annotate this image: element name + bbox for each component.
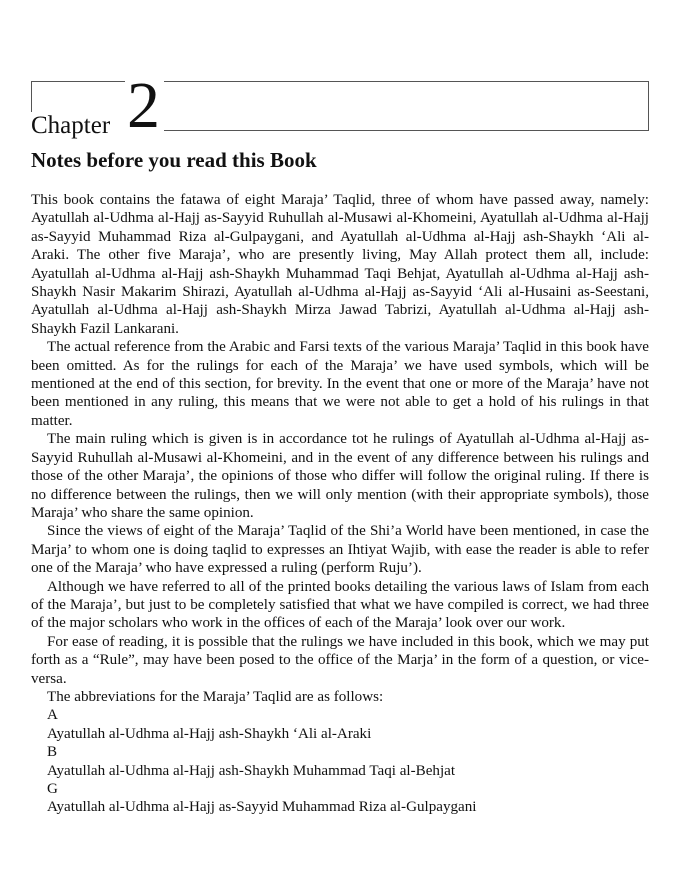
chapter-number: 2 <box>125 68 164 144</box>
paragraph: For ease of reading, it is possible that the rulings we have included in this book, which we may put forth as a “Rule”, may have been posed to the office of the Marja’ in the form of a question, or vice-versa. <box>31 633 649 687</box>
body-text <box>31 191 649 817</box>
chapter-heading-frame <box>31 81 649 131</box>
paragraph: Although we have referred to all of the printed books detailing the various laws of Islam from each of the Maraja’, but just to be completely satisfied that what we have compiled is correct, we had three of the major scholars who work in the offices of each of the Maraja’ look over our work. <box>31 578 649 632</box>
frame-bottom-line <box>151 130 649 131</box>
page-title: Notes before you read this Book <box>31 148 317 172</box>
paragraph: This book contains the fatawa of eight Maraja’ Taqlid, three of whom have passed away, namely: Ayatullah al-Udhma al-Hajj as-Sayyid Ruhullah al-Musawi al-Khomeini, Ayatullah al-Udhma al-Hajj as-Sayyid Muhammad Riza al-Gulpaygani, and Ayatullah al-Udhma al-Hajj ash-Shaykh ‘Ali al-Araki. The other five Maraja’, who are presently living, May Allah protect them all, include: Ayatullah al-Udhma al-Hajj ash-Shaykh Muhammad Taqi Behjat, Ayatullah al-Udhma al-Hajj ash-Shaykh Nasir Makarim Shirazi, Ayatullah al-Udhma al-Hajj as-Sayyid ‘Ali al-Husaini as-Seestani, Ayatullah al-Udhma al-Hajj ash-Shaykh Mirza Jawad Tabrizi, Ayatullah al-Udhma al-Hajj ash-Shaykh Fazil Lankarani. <box>31 192 649 337</box>
frame-right-line <box>648 81 649 131</box>
abbreviation-symbol: A <box>47 707 58 724</box>
paragraph: The main ruling which is given is in accordance tot he rulings of Ayatullah al-Udhma al-Hajj as-Sayyid Ruhullah al-Musawi al-Khomeini, and in the event of any difference between his rulings and those of the other Maraja’, the opinions of those who differ will follow the original ruling. If there is no difference between the rulings, then we will only mention (with their appropriate symbols), those Maraja’ who share the same opinion. <box>31 431 649 521</box>
frame-top-line <box>31 81 649 82</box>
frame-left-line <box>31 81 32 113</box>
abbreviation-name: Ayatullah al-Udhma al-Hajj ash-Shaykh ‘Ali al-Araki <box>47 725 372 742</box>
abbreviation-name: Ayatullah al-Udhma al-Hajj as-Sayyid Muhammad Riza al-Gulpaygani <box>47 799 477 816</box>
paragraph: The actual reference from the Arabic and Farsi texts of the various Maraja’ Taqlid in this book have been omitted. As for the rulings for each of the Maraja’ we have used symbols, which will be mentioned at the end of this section, for brevity. In the event that one or more of the Maraja’ have not been mentioned in any ruling, this means that we were not able to get a hold of his rulings in that matter. <box>31 339 649 429</box>
paragraph: Since the views of eight of the Maraja’ Taqlid of the Shi’a World have been mentioned, in case the Marja’ to whom one is doing taqlid to expresses an Ihtiyat Wajib, with ease the reader is able to refer one of the Maraja’ who have expressed a ruling (perform Ruju’). <box>31 523 649 577</box>
chapter-label: Chapter <box>31 112 111 139</box>
abbreviation-symbol: G <box>47 781 58 797</box>
abbreviation-symbol: B <box>47 744 58 761</box>
abbreviations-intro: The abbreviations for the Maraja’ Taqlid are as follows: <box>47 688 384 705</box>
abbreviation-name: Ayatullah al-Udhma al-Hajj ash-Shaykh Muhammad Taqi al-Behjat <box>47 762 456 779</box>
abbreviations-list <box>31 688 649 817</box>
